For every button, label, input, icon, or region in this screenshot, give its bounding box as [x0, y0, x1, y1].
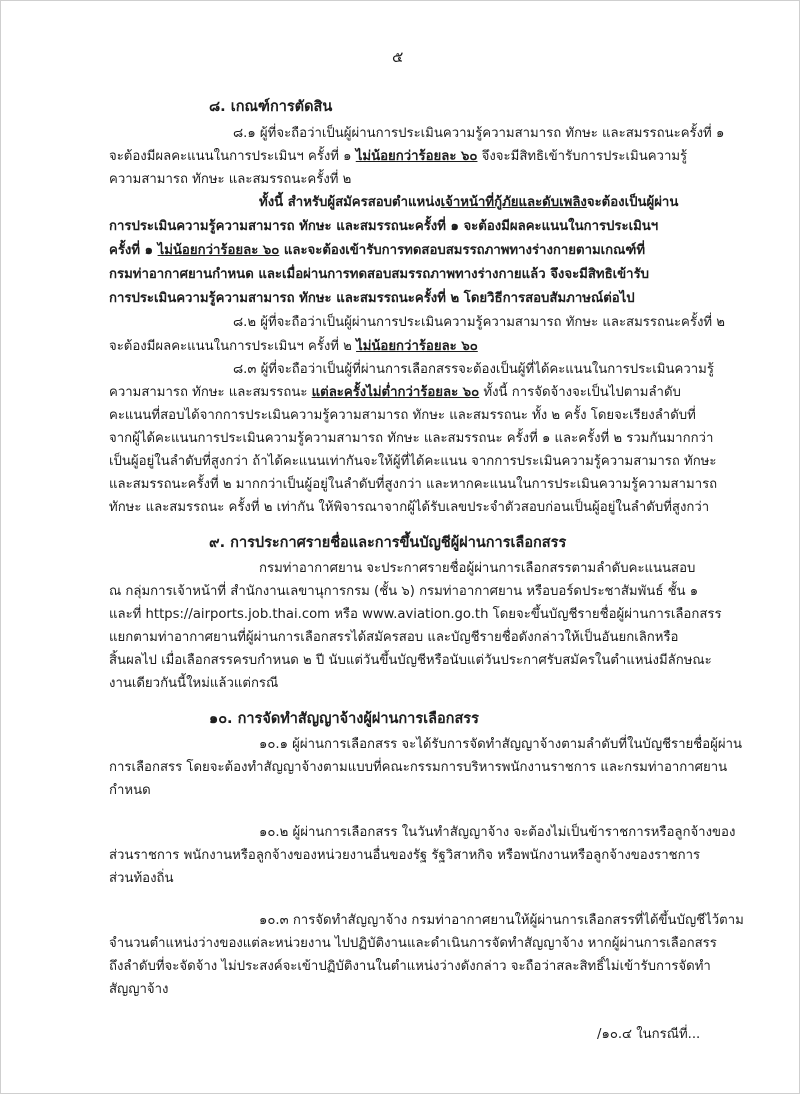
- continuation-marker: /๑๐.๔ ในกรณีที่...: [597, 1027, 701, 1042]
- s8-p1-line-3: ความสามารถ ทักษะ และสมรรถนะครั้งที่ ๒: [109, 172, 352, 187]
- section-10-heading: ๑๐. การจัดทำสัญญาจ้างผู้ผ่านการเลือกสรร: [209, 711, 479, 727]
- s8-note-line-3: ครั้งที่ ๑ ไม่น้อยกว่าร้อยละ ๖๐ และจะต้องเข้ารับการทดสอบสมรรถภาพทางร่างกายตามเกณฑ์ที่: [109, 243, 646, 258]
- s10-p2-line-2: ส่วนราชการ พนักงานหรือลูกจ้างของหน่วยงานอื่นของรัฐ รัฐวิสาหกิจ หรือพนักงานหรือลูกจ้างของราชการ: [109, 848, 701, 863]
- s10-p3-line-1: ๑๐.๓ การจัดทำสัญญาจ้าง กรมท่าอากาศยานให้ผู้ผ่านการเลือกสรรที่ได้ขึ้นบัญชีไว้ตาม: [259, 913, 744, 928]
- s8-p2-line-1: ๘.๒ ผู้ที่จะถือว่าเป็นผู้ผ่านการประเมินความรู้ความสามารถ ทักษะ และสมรรถนะครั้งที่ ๒: [233, 315, 725, 330]
- s8-p3-underlined: แต่ละครั้งไม่ต่ำกว่าร้อยละ ๖๐: [311, 385, 480, 400]
- s8-p2-underlined: ไม่น้อยกว่าร้อยละ ๖๐: [356, 339, 478, 354]
- s10-p2-line-3: ส่วนท้องถิ่น: [109, 871, 174, 886]
- s10-p1-line-1: ๑๐.๑ ผู้ผ่านการเลือกสรร จะได้รับการจัดทำสัญญาจ้างตามลำดับที่ในบัญชีรายชื่อผู้ผ่าน: [259, 737, 742, 752]
- s10-p1-line-3: กำหนด: [109, 783, 151, 798]
- s8-note-underlined-position: เจ้าหน้าที่กู้ภัยและดับเพลิง: [440, 195, 587, 210]
- s10-p2-line-1: ๑๐.๒ ผู้ผ่านการเลือกสรร ในวันทำสัญญาจ้าง จะต้องไม่เป็นข้าราชการหรือลูกจ้างของ: [259, 825, 736, 840]
- s8-p3-line-3: คะแนนที่สอบได้จากการประเมินความรู้ความสามารถ ทักษะ และสมรรถนะ ทั้ง ๒ ครั้ง โดยจะเรียงลำดับที่: [109, 408, 696, 423]
- s9-line-4: แยกตามท่าอากาศยานที่ผู้ผ่านการเลือกสรรได้สมัครสอบ และบัญชีรายชื่อดังกล่าวให้เป็นอันยกเลิกหรือ: [109, 630, 679, 645]
- s8-p3-line-5: เป็นผู้อยู่ในลำดับที่สูงกว่า ถ้าได้คะแนนเท่ากันจะให้ผู้ที่ได้คะแนน จากการประเมินความรู้ความสามารถ ทักษะ: [109, 454, 717, 469]
- s9-line-3: และที่ https://airports.job.thai.com หรือ www.aviation.go.th โดยจะขึ้นบัญชีรายชื่อผู้ผ่านการเลือกสรร: [109, 607, 722, 622]
- s9-line-6: งานเดียวกันนี้ใหม่แล้วแต่กรณี: [109, 676, 279, 691]
- s8-note-line-5: การประเมินความรู้ความสามารถ ทักษะ และสมรรถนะครั้งที่ ๒ โดยวิธีการสอบสัมภาษณ์ต่อไป: [109, 291, 635, 306]
- s8-p1-line-1: ๘.๑ ผู้ที่จะถือว่าเป็นผู้ผ่านการประเมินความรู้ความสามารถ ทักษะ และสมรรถนะครั้งที่ ๑: [233, 126, 725, 141]
- s8-p2-line-2: จะต้องมีผลคะแนนในการประเมินฯ ครั้งที่ ๒ ไม่น้อยกว่าร้อยละ ๖๐: [109, 339, 478, 354]
- s9-line-1: กรมท่าอากาศยาน จะประกาศรายชื่อผู้ผ่านการเลือกสรรตามลำดับคะแนนสอบ: [259, 561, 696, 576]
- page-number: ๕: [392, 48, 404, 66]
- section-9-heading: ๙. การประกาศรายชื่อและการขึ้นบัญชีผู้ผ่านการเลือกสรร: [209, 535, 567, 551]
- s8-p1-underlined: ไม่น้อยกว่าร้อยละ ๖๐: [355, 149, 478, 164]
- s8-p3-line-7: ทักษะ และสมรรถนะ ครั้งที่ ๒ เท่ากัน ให้พิจารณาจากผู้ได้รับเลขประจำตัวสอบก่อนเป็นผู้อยู่ในลำดับที่สูงกว่า: [109, 500, 710, 515]
- s8-p3-line-2: ความสามารถ ทักษะ และสมรรถนะ แต่ละครั้งไม่ต่ำกว่าร้อยละ ๖๐ ทั้งนี้ การจัดจ้างจะเป็นไปตามลำดับ: [109, 385, 681, 400]
- s8-note-line-1: ทั้งนี้ สำหรับผู้สมัครสอบตำแหน่งเจ้าหน้าที่กู้ภัยและดับเพลิงจะต้องเป็นผู้ผ่าน: [259, 195, 679, 210]
- s10-p3-line-4: สัญญาจ้าง: [109, 982, 169, 997]
- s8-p3-line-1: ๘.๓ ผู้ที่จะถือว่าเป็นผู้ที่ผ่านการเลือกสรรจะต้องเป็นผู้ที่ได้คะแนนในการประเมินความรู้: [233, 362, 714, 377]
- s8-note-underlined-score: ไม่น้อยกว่าร้อยละ ๖๐: [157, 243, 280, 258]
- section-8-heading: ๘. เกณฑ์การตัดสิน: [209, 99, 333, 115]
- s10-p1-line-2: การเลือกสรร โดยจะต้องทำสัญญาจ้างตามแบบที่คณะกรรมการบริหารพนักงานราชการ และกรมท่าอากาศยาน: [109, 760, 728, 775]
- s9-line-5: สิ้นผลไป เมื่อเลือกสรรครบกำหนด ๒ ปี นับแต่วันขึ้นบัญชีหรือนับแต่วันประกาศรับสมัครในตำแหน่งมีลักษณะ: [109, 653, 712, 668]
- s9-line-2: ณ กลุ่มการเจ้าหน้าที่ สำนักงานเลขานุการกรม (ชั้น ๖) กรมท่าอากาศยาน หรือบอร์ดประชาสัมพันธ์ ชั้น ๑: [109, 584, 699, 599]
- s8-p3-line-6: และสมรรถนะครั้งที่ ๒ มากกว่าเป็นผู้อยู่ในลำดับที่สูงกว่า และหากคะแนนในการประเมินความรู้ความสามารถ: [109, 477, 718, 492]
- s8-note-line-2: การประเมินความรู้ความสามารถ ทักษะ และสมรรถนะครั้งที่ ๑ จะต้องมีผลคะแนนในการประเมินฯ: [109, 219, 659, 234]
- s10-p3-line-3: ถึงลำดับที่จะจัดจ้าง ไม่ประสงค์จะเข้าปฏิบัติงานในตำแหน่งว่างดังกล่าว จะถือว่าสละสิทธิ์ไม่เข้ารับการจัดทำ: [109, 959, 711, 974]
- s8-p3-line-4: จากผู้ได้คะแนนการประเมินความรู้ความสามารถ ทักษะ และสมรรถนะ ครั้งที่ ๑ และครั้งที่ ๒ รวมกันมากกว่า: [109, 431, 714, 446]
- s8-p1-line-2: จะต้องมีผลคะแนนในการประเมินฯ ครั้งที่ ๑ ไม่น้อยกว่าร้อยละ ๖๐ จึงจะมีสิทธิเข้ารับการประเมินความรู้: [109, 149, 688, 164]
- s10-p3-line-2: จำนวนตำแหน่งว่างของแต่ละหน่วยงาน ไปปฏิบัติงานและดำเนินการจัดทำสัญญาจ้าง หากผู้ผ่านการเลือกสรร: [109, 936, 717, 951]
- s8-note-line-4: กรมท่าอากาศยานกำหนด และเมื่อผ่านการทดสอบสมรรถภาพทางร่างกายแล้ว จึงจะมีสิทธิเข้ารับ: [109, 267, 650, 282]
